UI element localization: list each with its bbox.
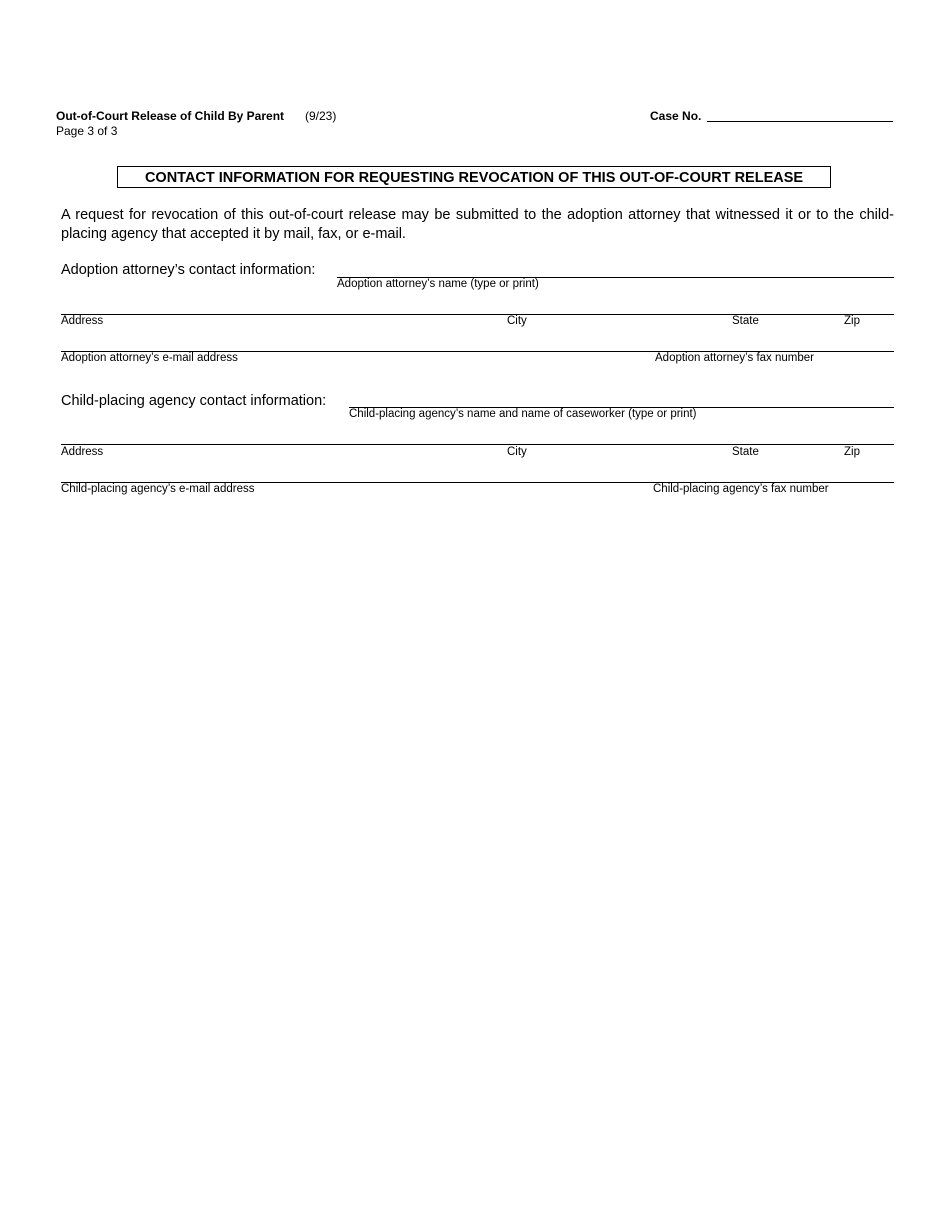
agency-contact-label: Child-placing agency contact information: (61, 393, 327, 409)
attorney-zip-caption: Zip (844, 315, 860, 327)
agency-address-field[interactable] (61, 444, 894, 445)
agency-zip-caption: Zip (844, 446, 860, 458)
attorney-address-caption: Address (61, 315, 104, 327)
agency-state-caption: State (732, 446, 759, 458)
agency-email-caption: Child-placing agency’s e-mail address (61, 483, 255, 495)
form-revision: (9/23) (305, 109, 337, 123)
agency-fax-caption: Child-placing agency’s fax number (653, 483, 829, 495)
page-indicator: Page 3 of 3 (56, 124, 118, 138)
attorney-email-caption: Adoption attorney’s e-mail address (61, 352, 238, 364)
agency-name-caption: Child-placing agency’s name and name of caseworker (type or print) (349, 408, 697, 420)
attorney-state-caption: State (732, 315, 759, 327)
attorney-contact-label: Adoption attorney’s contact information: (61, 262, 316, 278)
case-number-field[interactable] (707, 121, 893, 122)
intro-paragraph: A request for revocation of this out-of-court release may be submitted to the adoption attorney that witnessed it or to the child-placing agency that accepted it by mail, fax, or e-mail. (61, 207, 894, 242)
attorney-city-caption: City (507, 315, 527, 327)
attorney-address-field[interactable] (61, 314, 894, 315)
section-title: CONTACT INFORMATION FOR REQUESTING REVOCATION OF THIS OUT-OF-COURT RELEASE (117, 166, 831, 188)
attorney-name-caption: Adoption attorney’s name (type or print) (337, 278, 539, 290)
agency-city-caption: City (507, 446, 527, 458)
attorney-fax-caption: Adoption attorney’s fax number (655, 352, 814, 364)
case-number-label: Case No. (650, 109, 702, 123)
form-title: Out-of-Court Release of Child By Parent (56, 109, 285, 123)
agency-address-caption: Address (61, 446, 104, 458)
